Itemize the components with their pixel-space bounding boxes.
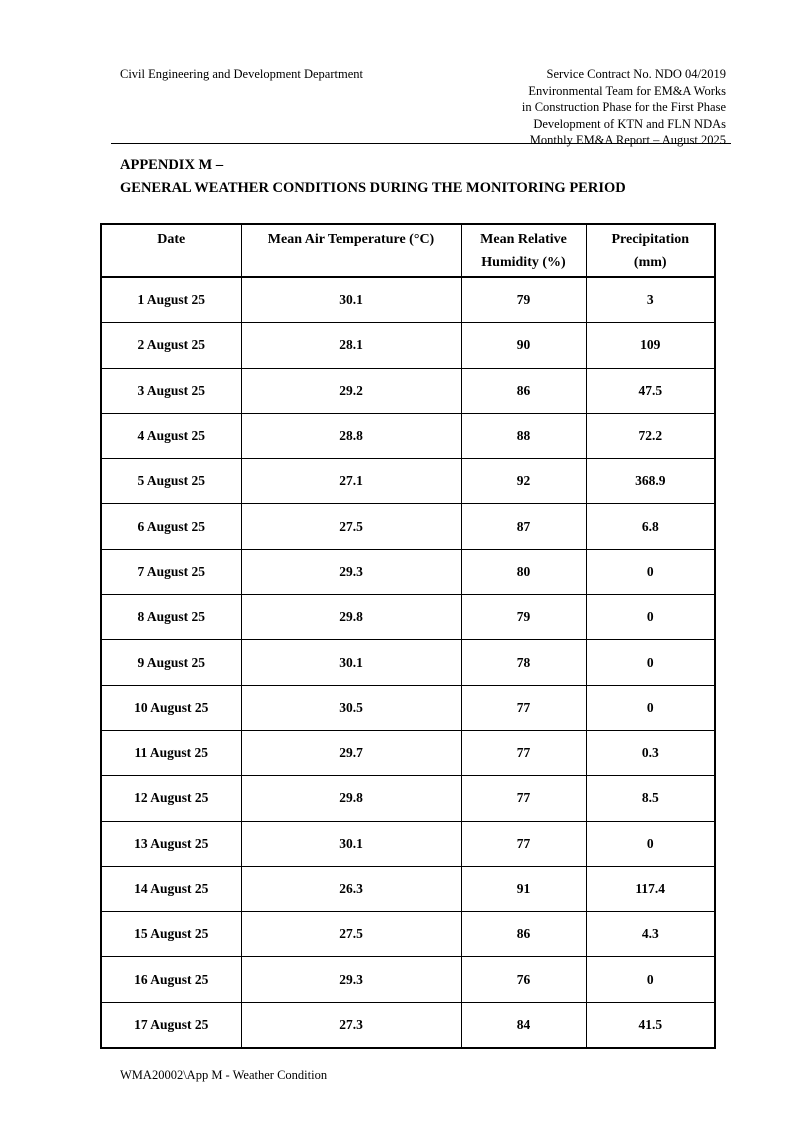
cell-date: 7 August 25: [101, 549, 241, 594]
column-header-precipitation: Precipitation (mm): [586, 224, 715, 277]
cell-temperature: 27.1: [241, 459, 461, 504]
cell-humidity: 90: [461, 323, 586, 368]
cell-precipitation: 8.5: [586, 776, 715, 821]
cell-precipitation: 0: [586, 549, 715, 594]
cell-temperature: 30.1: [241, 640, 461, 685]
table-row: [101, 912, 715, 957]
cell-precipitation: 72.2: [586, 413, 715, 458]
table-row: [101, 504, 715, 549]
cell-precipitation: 0: [586, 957, 715, 1002]
cell-temperature: 30.1: [241, 277, 461, 323]
table-row: [101, 413, 715, 458]
cell-temperature: 29.3: [241, 549, 461, 594]
cell-temperature: 29.8: [241, 595, 461, 640]
cell-precipitation: 41.5: [586, 1002, 715, 1048]
cell-precipitation: 0: [586, 821, 715, 866]
table-row: [101, 776, 715, 821]
table-header-row: [101, 224, 715, 277]
table-row: [101, 730, 715, 775]
cell-date: 16 August 25: [101, 957, 241, 1002]
column-header-humidity: Mean Relative Humidity (%): [461, 224, 586, 277]
header-contract-line: Development of KTN and FLN NDAs: [533, 116, 726, 131]
cell-date: 17 August 25: [101, 1002, 241, 1048]
cell-date: 15 August 25: [101, 912, 241, 957]
table-row: [101, 277, 715, 323]
cell-temperature: 28.1: [241, 323, 461, 368]
appendix-title: [120, 154, 626, 200]
cell-date: 3 August 25: [101, 368, 241, 413]
cell-humidity: 88: [461, 413, 586, 458]
cell-humidity: 79: [461, 277, 586, 323]
cell-humidity: 76: [461, 957, 586, 1002]
cell-temperature: 29.2: [241, 368, 461, 413]
cell-humidity: 77: [461, 776, 586, 821]
cell-humidity: 77: [461, 685, 586, 730]
header-contract-line: Environmental Team for EM&A Works: [528, 83, 726, 98]
cell-precipitation: 109: [586, 323, 715, 368]
appendix-title-line: GENERAL WEATHER CONDITIONS DURING THE MONITORING PERIOD: [120, 180, 626, 196]
table-body: [101, 277, 715, 1048]
footer-file-reference: WMA20002\App M - Weather Condition: [120, 1068, 328, 1082]
header-department: Civil Engineering and Development Department: [120, 67, 363, 81]
table-row: [101, 821, 715, 866]
appendix-title-line: APPENDIX M –: [120, 157, 224, 173]
cell-humidity: 86: [461, 368, 586, 413]
cell-humidity: 91: [461, 866, 586, 911]
cell-date: 11 August 25: [101, 730, 241, 775]
cell-precipitation: 4.3: [586, 912, 715, 957]
cell-date: 1 August 25: [101, 277, 241, 323]
cell-humidity: 84: [461, 1002, 586, 1048]
cell-precipitation: 0.3: [586, 730, 715, 775]
cell-humidity: 86: [461, 912, 586, 957]
cell-temperature: 29.3: [241, 957, 461, 1002]
table-row: [101, 640, 715, 685]
column-header-temperature: Mean Air Temperature (°C): [241, 224, 461, 277]
cell-precipitation: 0: [586, 595, 715, 640]
cell-date: 2 August 25: [101, 323, 241, 368]
table-row: [101, 323, 715, 368]
header-contract-line: in Construction Phase for the First Phase: [521, 100, 726, 115]
cell-temperature: 26.3: [241, 866, 461, 911]
cell-date: 8 August 25: [101, 595, 241, 640]
cell-temperature: 30.5: [241, 685, 461, 730]
cell-date: 5 August 25: [101, 459, 241, 504]
header-contract-line: Service Contract No. NDO 04/2019: [546, 67, 726, 81]
header-contract-info: [522, 66, 726, 149]
cell-precipitation: 0: [586, 640, 715, 685]
column-header-date: Date: [101, 224, 241, 277]
cell-humidity: 92: [461, 459, 586, 504]
cell-humidity: 80: [461, 549, 586, 594]
cell-date: 10 August 25: [101, 685, 241, 730]
cell-date: 12 August 25: [101, 776, 241, 821]
cell-precipitation: 6.8: [586, 504, 715, 549]
cell-temperature: 29.7: [241, 730, 461, 775]
cell-precipitation: 3: [586, 277, 715, 323]
cell-date: 6 August 25: [101, 504, 241, 549]
cell-temperature: 27.3: [241, 1002, 461, 1048]
table-row: [101, 368, 715, 413]
cell-humidity: 87: [461, 504, 586, 549]
table-row: [101, 549, 715, 594]
cell-precipitation: 117.4: [586, 866, 715, 911]
cell-humidity: 77: [461, 730, 586, 775]
header-divider: [111, 143, 731, 144]
cell-date: 14 August 25: [101, 866, 241, 911]
table-row: [101, 595, 715, 640]
cell-humidity: 78: [461, 640, 586, 685]
table-row: [101, 1002, 715, 1048]
cell-temperature: 30.1: [241, 821, 461, 866]
cell-temperature: 29.8: [241, 776, 461, 821]
cell-date: 13 August 25: [101, 821, 241, 866]
cell-humidity: 77: [461, 821, 586, 866]
table-row: [101, 459, 715, 504]
cell-humidity: 79: [461, 595, 586, 640]
header-contract-line: Monthly EM&A Report – August 2025: [529, 133, 726, 148]
cell-date: 4 August 25: [101, 413, 241, 458]
table-row: [101, 685, 715, 730]
cell-temperature: 27.5: [241, 504, 461, 549]
table-row: [101, 866, 715, 911]
cell-precipitation: 368.9: [586, 459, 715, 504]
table-row: [101, 957, 715, 1002]
cell-temperature: 28.8: [241, 413, 461, 458]
cell-temperature: 27.5: [241, 912, 461, 957]
cell-precipitation: 47.5: [586, 368, 715, 413]
cell-precipitation: 0: [586, 685, 715, 730]
weather-table: [100, 223, 716, 1049]
cell-date: 9 August 25: [101, 640, 241, 685]
